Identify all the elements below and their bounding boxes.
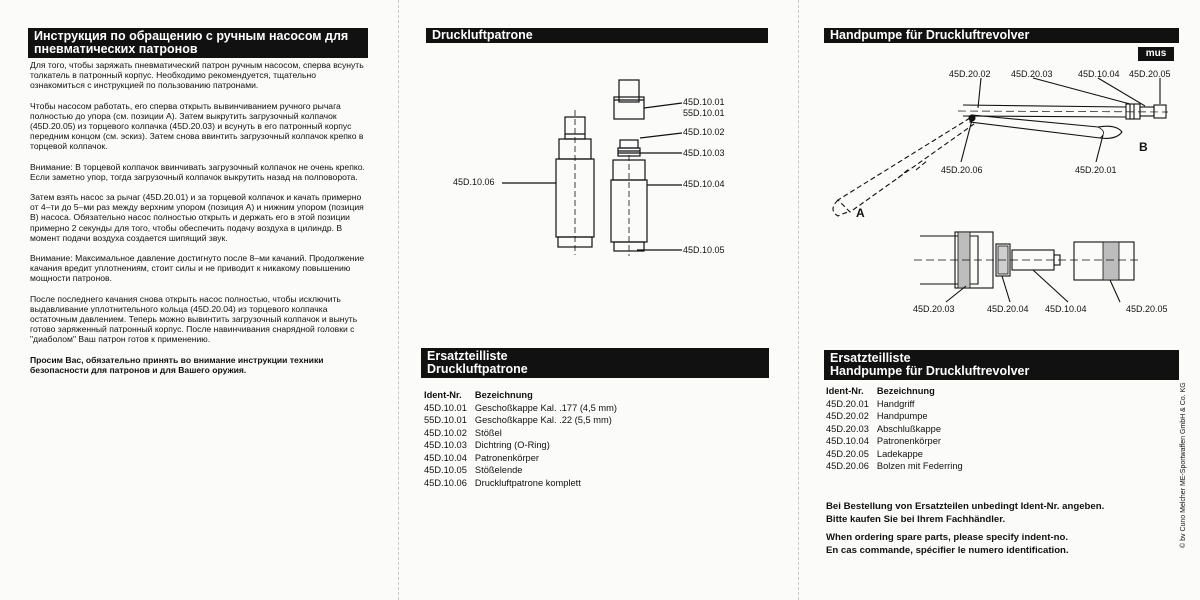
parts-title-line1: Ersatzteilliste bbox=[427, 349, 508, 363]
table-header-row bbox=[424, 389, 625, 402]
instruction-paragraph: Чтобы насосом работать, его сперва открыть вывинчиванием ручного рычага полностью до упора (см. позиции А). Затем выкрутить загрузочный колпачок (45D.20.05) из торцевого колпачка (45D.20.03) и всунуть в его патронный корпус передним концом (см. эскиз). Затем снова ввинтить загрузочный колпачок крепко в торцевой колпачок. bbox=[30, 100, 364, 152]
table-row bbox=[424, 452, 625, 465]
table-row bbox=[424, 414, 625, 427]
order-note-de-line2: Bitte kaufen Sie bei Ihrem Fachhändler. bbox=[826, 514, 1006, 525]
instruction-paragraph: После последнего качания снова открыть насос полностью, чтобы исключить выдавливание уплотнительного кольца (45D.20.04) из торцевого колпачка остаточным давлением. Теперь можно вывинтить загрузочный колпачок и вынуть готово заряженный патронный корпус. После навинчивания снарядной головки с "диаболом" Ваш патрон готов к применению. bbox=[30, 293, 358, 345]
table-header-row bbox=[826, 385, 971, 398]
table-row bbox=[424, 402, 625, 415]
instruction-paragraph: Затем взять насос за рычаг (45D.20.01) и за торцевой колпачок и качать примерно от 4–ти до 5–ми раз между верхним упором (позиция А) и нижним упором (позиция В) насоса. Обязательно насос полностью открыть и держать его в этой позиции примерно 2 секунды для того, чтобы обеспечить подачу воздуха в цилиндр. В момент подачи воздуха создается шипящий звук. bbox=[30, 192, 364, 243]
part-name: Handgriff bbox=[876, 398, 915, 409]
instructions-title-line2: пневматических патронов bbox=[34, 42, 198, 56]
label-45D-10-01: 45D.10.01 bbox=[683, 97, 725, 107]
cartridge-parts-table bbox=[424, 389, 625, 489]
part-name: Stößelende bbox=[474, 465, 523, 475]
part-id: 45D.10.06 bbox=[424, 477, 467, 488]
handpump-parts-table bbox=[826, 385, 971, 473]
part-name: Stößel bbox=[474, 427, 502, 438]
brand-logo bbox=[1138, 47, 1174, 61]
label-45D-10-05: 45D.10.05 bbox=[683, 245, 725, 255]
instructions-title bbox=[28, 28, 368, 58]
header-description: Bezeichnung bbox=[876, 386, 935, 396]
parts-title-line2: Druckluftpatrone bbox=[427, 362, 528, 376]
label-45D-20-04-detail: 45D.20.04 bbox=[987, 304, 1029, 314]
table-row bbox=[826, 398, 971, 411]
cartridge-body-drawing bbox=[611, 155, 647, 256]
table-row bbox=[826, 435, 971, 448]
table-row bbox=[826, 448, 971, 461]
part-id: 55D.10.01 bbox=[424, 415, 467, 425]
label-45D-10-02: 45D.10.02 bbox=[683, 127, 725, 137]
part-name: Handpumpe bbox=[876, 411, 928, 421]
cartridge-assembled-drawing bbox=[556, 110, 594, 255]
part-name: Bolzen mit Federring bbox=[876, 461, 963, 471]
cartridge-panel bbox=[398, 0, 798, 600]
table-row bbox=[424, 439, 625, 452]
order-note-en: When ordering spare parts, please specify indent-no. bbox=[826, 532, 1069, 543]
label-45D-10-03: 45D.10.03 bbox=[683, 148, 725, 158]
label-45D-10-06: 45D.10.06 bbox=[453, 177, 495, 187]
end-cap-detail-drawing bbox=[914, 232, 1142, 302]
part-id: 45D.20.05 bbox=[826, 448, 869, 459]
part-name: Ladekappe bbox=[876, 448, 923, 459]
instruction-paragraph: Внимание: В торцевой колпачок ввинчивать загрузочный колпачок не очень крепко. Если заметно упор, тогда загрузочный колпачок выкрутить назад на полповорота. bbox=[30, 161, 365, 182]
cartridge-parts-title bbox=[421, 348, 769, 378]
position-b-label: B bbox=[1139, 140, 1148, 154]
part-id: 45D.10.01 bbox=[424, 402, 467, 413]
header-ident: Ident-Nr. bbox=[424, 390, 462, 400]
part-id: 45D.20.01 bbox=[826, 398, 869, 409]
label-45D-20-03-detail: 45D.20.03 bbox=[913, 304, 955, 314]
part-id: 45D.10.04 bbox=[826, 436, 869, 446]
instruction-paragraph: Внимание: Максимальное давление достигнуто после 8–ми качаний. Продолжение качания вредит уплотнениям, стоит силы и не приводит к никакому повышению мощности патронов. bbox=[30, 253, 365, 284]
handpump-title: Handpumpe für Druckluftrevolver bbox=[824, 28, 1179, 43]
order-note-de bbox=[826, 500, 1104, 526]
part-id: 45D.10.05 bbox=[424, 465, 467, 475]
bullet-cap-drawing bbox=[614, 80, 644, 119]
label-45D-10-04-detail: 45D.10.04 bbox=[1045, 304, 1087, 314]
copyright-notice: © bv Cuno Melcher ME-Sportwaffen GmbH & Co. KG bbox=[1180, 382, 1187, 548]
header-ident: Ident-Nr. bbox=[826, 386, 864, 396]
label-45D-20-01: 45D.20.01 bbox=[1075, 165, 1117, 175]
handpump-diagram bbox=[798, 60, 1200, 320]
part-id: 45D.20.02 bbox=[826, 411, 869, 421]
label-45D-10-04: 45D.10.04 bbox=[683, 179, 725, 189]
plunger-drawing bbox=[618, 140, 640, 156]
cartridge-title: Druckluftpatrone bbox=[426, 28, 768, 43]
position-a-label: A bbox=[856, 206, 865, 220]
handle-position-b-drawing bbox=[970, 115, 1122, 138]
part-id: 45D.10.04 bbox=[424, 452, 467, 463]
cartridge-diagram bbox=[398, 60, 798, 290]
label-45D-20-02: 45D.20.02 bbox=[949, 69, 991, 79]
safety-warning: Просим Вас, обязательно принять во внимание инструкции техники безопасности для патронов и для Вашего оружия. bbox=[30, 354, 324, 375]
parts-title-line1: Ersatzteilliste bbox=[830, 351, 911, 365]
part-name: Druckluftpatrone komplett bbox=[474, 477, 581, 488]
label-45D-10-04-top: 45D.10.04 bbox=[1078, 69, 1120, 79]
part-name: Abschlußkappe bbox=[876, 423, 941, 434]
part-name: Patronenkörper bbox=[474, 452, 539, 463]
order-note-fr: En cas commande, spécifier le numero identification. bbox=[826, 545, 1069, 556]
part-id: 45D.20.06 bbox=[826, 461, 869, 471]
instructions-body bbox=[30, 60, 372, 385]
part-id: 45D.10.03 bbox=[424, 440, 467, 450]
part-id: 45D.20.03 bbox=[826, 423, 869, 434]
part-name: Patronenkörper bbox=[876, 436, 941, 446]
handpump-parts-title bbox=[824, 350, 1179, 380]
instructions-title-line1: Инструкция по обращению с ручным насосом для bbox=[34, 29, 349, 43]
table-row bbox=[424, 464, 625, 477]
label-45D-20-05-top: 45D.20.05 bbox=[1129, 69, 1171, 79]
order-note-en-fr bbox=[826, 531, 1069, 557]
part-id: 45D.10.02 bbox=[424, 427, 467, 438]
label-45D-20-03-top: 45D.20.03 bbox=[1011, 69, 1053, 79]
header-description: Bezeichnung bbox=[474, 390, 533, 400]
table-row bbox=[826, 410, 971, 423]
part-name: Geschoßkappe Kal. .177 (4,5 mm) bbox=[474, 402, 618, 413]
parts-title-line2: Handpumpe für Druckluftrevolver bbox=[830, 364, 1030, 378]
instructions-panel-ru bbox=[0, 0, 398, 600]
label-45D-20-06: 45D.20.06 bbox=[941, 165, 983, 175]
table-row bbox=[424, 477, 625, 490]
table-row bbox=[826, 460, 971, 473]
handpump-panel bbox=[798, 0, 1200, 600]
table-row bbox=[424, 427, 625, 440]
table-row bbox=[826, 423, 971, 436]
instruction-paragraph: Для того, чтобы заряжать пневматический патрон ручным насосом, сперва всунуть толкатель в патронный корпус. Необходимо рекомендуется, тщательно ознакомиться с инструкцией по пользованию патронами. bbox=[30, 60, 364, 91]
part-name: Dichtring (O-Ring) bbox=[474, 440, 550, 450]
label-45D-20-05-detail: 45D.20.05 bbox=[1126, 304, 1168, 314]
order-note-de-line1: Bei Bestellung von Ersatzteilen unbedingt Ident-Nr. angeben. bbox=[826, 501, 1105, 512]
part-name: Geschoßkappe Kal. .22 (5,5 mm) bbox=[474, 415, 612, 425]
brand-logo-text: mus bbox=[1145, 48, 1167, 59]
label-55D-10-01: 55D.10.01 bbox=[683, 108, 725, 118]
